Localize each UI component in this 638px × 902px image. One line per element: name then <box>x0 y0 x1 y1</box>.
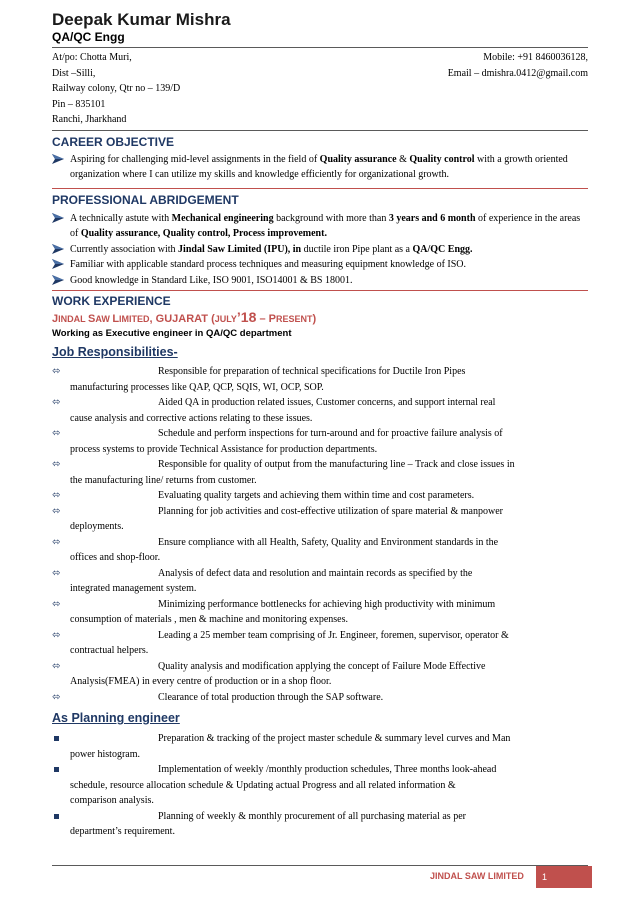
contact-divider <box>52 130 588 131</box>
arrow-bullet-icon <box>52 152 70 183</box>
list-item: ⬄ Responsible for preparation of technical specifications for Ductile Iron Pipes manufacturing processes like QAP, QCP, SQIS, WI, OCP, SOP. <box>52 366 466 393</box>
footer-company: JINDAL SAW LIMITED <box>430 871 524 881</box>
mobile-number: Mobile: +91 8460036128, <box>483 52 588 63</box>
double-arrow-icon: ⬄ <box>52 505 61 517</box>
list-item: Implementation of weekly /monthly production schedules, Three months look-ahead schedule, resource allocation schedule & Updating actual Progress and all related information & comparison analysis. <box>52 762 588 809</box>
address-line: Pin – 835101 <box>52 98 106 110</box>
square-bullet-icon <box>54 736 59 741</box>
arrow-bullet-icon <box>52 257 70 273</box>
job-responsibilities-list <box>52 364 588 705</box>
double-arrow-icon: ⬄ <box>52 397 61 408</box>
double-arrow-icon: ⬄ <box>52 366 61 377</box>
list-item: Aspiring for challenging mid-level assignments in the field of Quality assurance & Quality control with a growth oriented organization where I can utilize my skills and knowledge efficiently for organizational growth. <box>52 152 588 183</box>
list-item: A technically astute with Mechanical engineering background with more than 3 years and 6 month of experience in the areas of Quality assurance, Quality control, Process improvement. <box>52 211 588 242</box>
double-arrow-icon: ⬄ <box>52 598 61 610</box>
career-objective-heading: CAREER OBJECTIVE <box>52 134 175 149</box>
contact-block <box>52 50 588 128</box>
double-arrow-icon: ⬄ <box>52 629 61 641</box>
list-item: ⬄ Minimizing performance bottlenecks for achieving high productivity with minimum consumption of materials , men & machine and monitoring expenses. <box>52 598 496 625</box>
current-role: Working as Executive engineer in QA/QC department <box>52 328 292 339</box>
list-item: Preparation & tracking of the project master schedule & summary level curves and Man power histogram. <box>52 731 588 762</box>
list-item: Familiar with applicable standard process techniques and measuring equipment knowledge of ISO. <box>52 257 588 273</box>
planning-engineer-heading: As Planning engineer <box>52 711 180 725</box>
list-item: ⬄ Schedule and perform inspections for turn-around and for proactive failure analysis of process systems to provide Technical Assistance for production departments. <box>52 428 503 455</box>
double-arrow-icon: ⬄ <box>52 428 61 439</box>
list-item: ⬄ Aided QA in production related issues, Customer concerns, and support internal real cause analysis and corrective actions relating to these issues. <box>52 397 496 424</box>
footer-divider <box>52 865 588 866</box>
section-divider <box>52 188 588 189</box>
list-item: ⬄ Ensure compliance with all Health, Safety, Quality and Environment standards in the offices and shop-floor. <box>52 536 499 563</box>
square-bullet-icon <box>54 767 59 772</box>
career-objective-list <box>52 152 588 183</box>
list-item: Planning of weekly & monthly procurement of all purchasing material as per department’s requirement. <box>52 809 588 840</box>
page-number: 1 <box>536 866 592 888</box>
address-line: Dist –Silli, <box>52 67 96 79</box>
double-arrow-icon: ⬄ <box>52 490 61 501</box>
email-address: Email – dmishra.0412@gmail.com <box>447 67 588 79</box>
header-divider <box>52 47 588 48</box>
candidate-title: QA/QC Engg <box>52 30 125 44</box>
double-arrow-icon: ⬄ <box>52 536 61 548</box>
section-divider <box>52 290 588 291</box>
abridgement-list <box>52 211 588 289</box>
arrow-bullet-icon <box>52 211 70 242</box>
address-line: Ranchi, Jharkhand <box>52 114 127 125</box>
list-item: ⬄ Planning for job activities and cost-effective utilization of spare material & manpower deployments. <box>52 505 503 532</box>
list-item: ⬄ Clearance of total production through the SAP software. <box>52 690 588 706</box>
list-item: ⬄ Analysis of defect data and resolution and maintain records as specified by the integrated management system. <box>52 567 473 594</box>
candidate-name: Deepak Kumar Mishra <box>52 10 231 29</box>
job-responsibilities-heading: Job Responsibilities- <box>52 345 178 359</box>
resume-page <box>52 10 588 840</box>
work-experience-heading: WORK EXPERIENCE <box>52 294 171 308</box>
list-item: Good knowledge in Standard Like, ISO 9001, ISO14001 & BS 18001. <box>52 273 588 289</box>
square-bullet-icon <box>54 814 59 819</box>
list-item: ⬄ Responsible for quality of output from the manufacturing line – Track and close issues in the manufacturing line/ returns from customer. <box>52 459 515 486</box>
planning-engineer-list <box>52 731 588 840</box>
address-line: At/po: Chotta Muri, <box>52 52 132 63</box>
address-line: Railway colony, Qtr no – 139/D <box>52 83 181 94</box>
list-item: ⬄ Evaluating quality targets and achieving them within time and cost parameters. <box>52 488 588 504</box>
abridgement-heading: PROFESSIONAL ABRIDGEMENT <box>52 192 239 207</box>
list-item: ⬄ Leading a 25 member team comprising of Jr. Engineer, foremen, supervisor, operator & contractual helpers. <box>52 629 509 656</box>
double-arrow-icon: ⬄ <box>52 660 61 672</box>
list-item: ⬄ Quality analysis and modification applying the concept of Failure Mode Effective Analysis(FMEA) in every centre of production or in a shop floor. <box>52 660 486 687</box>
double-arrow-icon: ⬄ <box>52 459 61 470</box>
list-item: Currently association with Jindal Saw Limited (IPU), in ductile iron Pipe plant as a QA/QC Engg. <box>52 242 588 258</box>
company-line: JINDAL SAW LIMITED, GUJARAT (JULY’18 – PRESENT) <box>52 309 317 325</box>
arrow-bullet-icon <box>52 273 70 289</box>
arrow-bullet-icon <box>52 242 70 258</box>
double-arrow-icon: ⬄ <box>52 691 61 703</box>
double-arrow-icon: ⬄ <box>52 567 61 579</box>
